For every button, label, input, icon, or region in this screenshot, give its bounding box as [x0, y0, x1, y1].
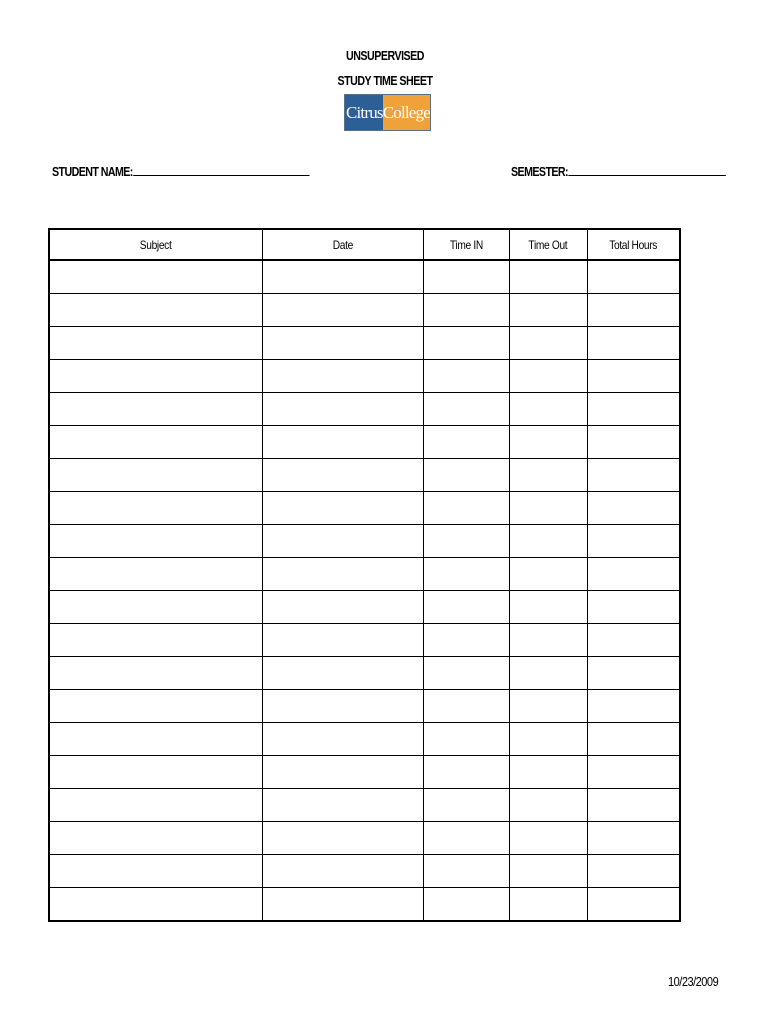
cell-total-hours[interactable] [587, 393, 680, 426]
cell-total-hours[interactable] [587, 360, 680, 393]
title-line-1: UNSUPERVISED [345, 48, 425, 63]
table-row [49, 492, 680, 525]
cell-total-hours[interactable] [587, 723, 680, 756]
cell-time-out[interactable] [509, 327, 587, 360]
table-row [49, 558, 680, 591]
cell-date[interactable] [262, 657, 423, 690]
student-name-label: STUDENT NAME: [52, 164, 133, 179]
cell-total-hours[interactable] [587, 294, 680, 327]
cell-time-in[interactable] [423, 360, 509, 393]
cell-time-in[interactable] [423, 822, 509, 855]
cell-date[interactable] [262, 492, 423, 525]
cell-subject[interactable] [49, 657, 262, 690]
cell-time-out[interactable] [509, 294, 587, 327]
cell-date[interactable] [262, 756, 423, 789]
cell-total-hours[interactable] [587, 459, 680, 492]
cell-subject[interactable] [49, 756, 262, 789]
title-line-2: STUDY TIME SHEET [337, 73, 433, 88]
cell-time-in[interactable] [423, 789, 509, 822]
cell-subject[interactable] [49, 888, 262, 922]
cell-total-hours[interactable] [587, 525, 680, 558]
cell-time-out[interactable] [509, 690, 587, 723]
cell-total-hours[interactable] [587, 789, 680, 822]
table-row [49, 888, 680, 922]
cell-subject[interactable] [49, 525, 262, 558]
cell-subject[interactable] [49, 393, 262, 426]
cell-date[interactable] [262, 525, 423, 558]
footer-date: 10/23/2009 [668, 974, 719, 989]
cell-time-out[interactable] [509, 426, 587, 459]
table-header-row [49, 229, 680, 260]
cell-time-in[interactable] [423, 525, 509, 558]
cell-total-hours[interactable] [587, 657, 680, 690]
cell-date[interactable] [262, 855, 423, 888]
semester-blank[interactable] [568, 163, 725, 176]
cell-total-hours[interactable] [587, 327, 680, 360]
table-row [49, 360, 680, 393]
cell-total-hours[interactable] [587, 591, 680, 624]
table-row [49, 294, 680, 327]
cell-time-in[interactable] [423, 327, 509, 360]
cell-subject[interactable] [49, 360, 262, 393]
column-header-time-out: Time Out [509, 229, 587, 260]
table-row [49, 723, 680, 756]
cell-total-hours[interactable] [587, 822, 680, 855]
cell-subject[interactable] [49, 855, 262, 888]
cell-time-in[interactable] [423, 690, 509, 723]
cell-time-out[interactable] [509, 657, 587, 690]
cell-time-out[interactable] [509, 459, 587, 492]
cell-time-out[interactable] [509, 789, 587, 822]
cell-date[interactable] [262, 393, 423, 426]
cell-subject[interactable] [49, 327, 262, 360]
cell-subject[interactable] [49, 624, 262, 657]
semester-label: SEMESTER: [511, 164, 569, 179]
cell-time-in[interactable] [423, 492, 509, 525]
cell-total-hours[interactable] [587, 690, 680, 723]
student-name-blank[interactable] [133, 163, 309, 176]
cell-date[interactable] [262, 327, 423, 360]
table-row [49, 393, 680, 426]
table-row [49, 822, 680, 855]
table-row [49, 657, 680, 690]
cell-time-in[interactable] [423, 426, 509, 459]
cell-subject[interactable] [49, 260, 262, 294]
cell-time-out[interactable] [509, 558, 587, 591]
table-body [49, 260, 680, 921]
cell-date[interactable] [262, 789, 423, 822]
cell-time-out[interactable] [509, 591, 587, 624]
cell-time-in[interactable] [423, 558, 509, 591]
table-row [49, 591, 680, 624]
cell-date[interactable] [262, 426, 423, 459]
cell-date[interactable] [262, 624, 423, 657]
cell-time-in[interactable] [423, 393, 509, 426]
time-sheet-table [48, 228, 681, 922]
cell-total-hours[interactable] [587, 426, 680, 459]
table-row [49, 690, 680, 723]
cell-time-out[interactable] [509, 525, 587, 558]
cell-date[interactable] [262, 690, 423, 723]
cell-time-in[interactable] [423, 888, 509, 922]
cell-time-out[interactable] [509, 360, 587, 393]
cell-time-out[interactable] [509, 260, 587, 294]
column-header-date: Date [262, 229, 423, 260]
column-header-subject: Subject [49, 229, 262, 260]
cell-subject[interactable] [49, 558, 262, 591]
cell-time-out[interactable] [509, 624, 587, 657]
cell-subject[interactable] [49, 426, 262, 459]
cell-time-out[interactable] [509, 393, 587, 426]
cell-time-in[interactable] [423, 459, 509, 492]
cell-date[interactable] [262, 888, 423, 922]
cell-date[interactable] [262, 360, 423, 393]
cell-time-out[interactable] [509, 822, 587, 855]
cell-subject[interactable] [49, 591, 262, 624]
cell-date[interactable] [262, 459, 423, 492]
cell-time-in[interactable] [423, 723, 509, 756]
table-row [49, 756, 680, 789]
cell-subject[interactable] [49, 822, 262, 855]
cell-time-in[interactable] [423, 624, 509, 657]
cell-total-hours[interactable] [587, 492, 680, 525]
table-row [49, 525, 680, 558]
cell-total-hours[interactable] [587, 888, 680, 922]
cell-time-out[interactable] [509, 756, 587, 789]
student-name-field [52, 163, 309, 179]
column-header-time-in: Time IN [423, 229, 509, 260]
table-row [49, 789, 680, 822]
cell-time-in[interactable] [423, 294, 509, 327]
table-row [49, 855, 680, 888]
table-row [49, 624, 680, 657]
logo-citrus-text: Citrus [345, 95, 383, 130]
cell-subject[interactable] [49, 459, 262, 492]
cell-time-in[interactable] [423, 260, 509, 294]
cell-time-out[interactable] [509, 888, 587, 922]
cell-subject[interactable] [49, 294, 262, 327]
citrus-college-logo [344, 94, 431, 131]
cell-date[interactable] [262, 260, 423, 294]
cell-date[interactable] [262, 558, 423, 591]
cell-date[interactable] [262, 822, 423, 855]
logo-college-text: College [383, 95, 430, 130]
cell-total-hours[interactable] [587, 756, 680, 789]
semester-field [511, 163, 725, 179]
cell-date[interactable] [262, 294, 423, 327]
column-header-total-hours: Total Hours [587, 229, 680, 260]
cell-time-in[interactable] [423, 591, 509, 624]
cell-time-out[interactable] [509, 855, 587, 888]
cell-time-in[interactable] [423, 657, 509, 690]
table-row [49, 426, 680, 459]
cell-date[interactable] [262, 591, 423, 624]
cell-subject[interactable] [49, 723, 262, 756]
cell-date[interactable] [262, 723, 423, 756]
table-row [49, 327, 680, 360]
table-row [49, 260, 680, 294]
cell-time-in[interactable] [423, 855, 509, 888]
cell-total-hours[interactable] [587, 624, 680, 657]
cell-subject[interactable] [49, 492, 262, 525]
cell-time-in[interactable] [423, 756, 509, 789]
cell-subject[interactable] [49, 789, 262, 822]
cell-subject[interactable] [49, 690, 262, 723]
cell-total-hours[interactable] [587, 558, 680, 591]
table-row [49, 459, 680, 492]
cell-time-out[interactable] [509, 492, 587, 525]
cell-total-hours[interactable] [587, 260, 680, 294]
cell-total-hours[interactable] [587, 855, 680, 888]
cell-time-out[interactable] [509, 723, 587, 756]
